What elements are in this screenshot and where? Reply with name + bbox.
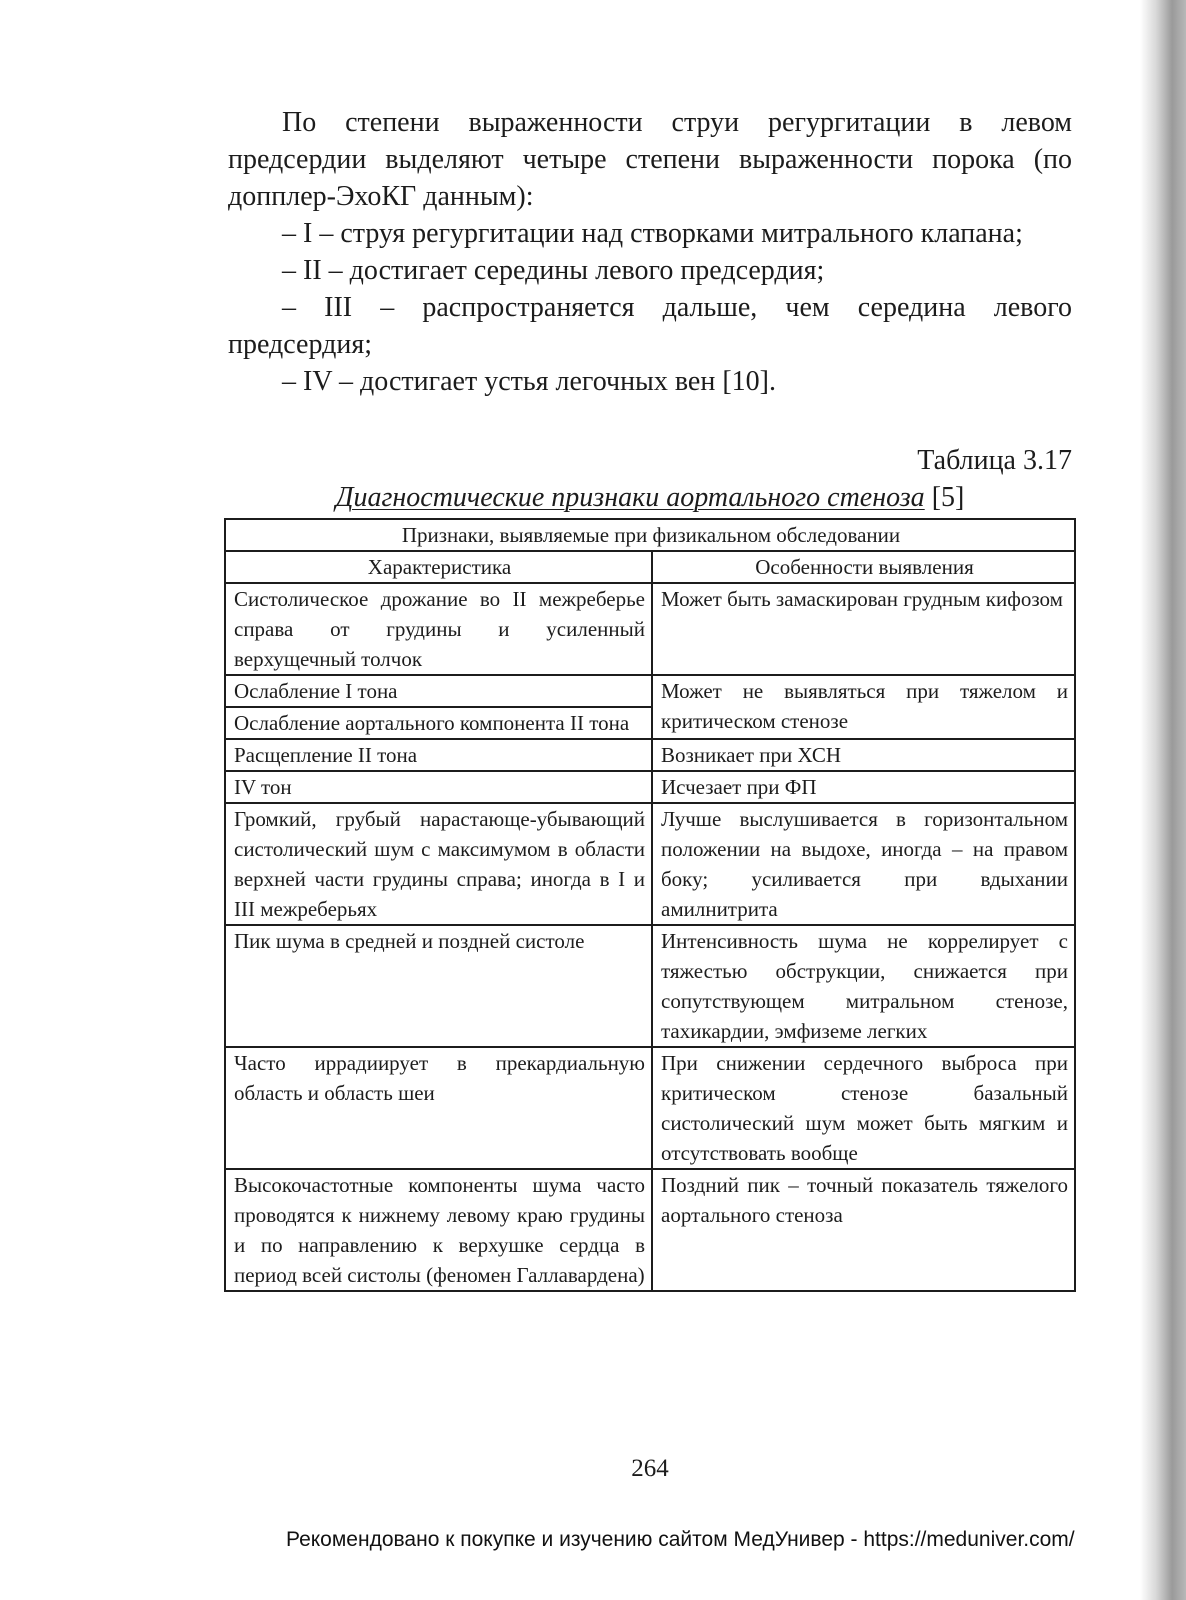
table-cell: Может быть замаскирован грудным кифозом bbox=[652, 583, 1075, 675]
table-cell: IV тон bbox=[225, 771, 652, 803]
list-item: – IV – достигает устья легочных вен [10]. bbox=[282, 366, 776, 397]
table-section-header: Признаки, выявляемые при физикальном обследовании bbox=[225, 519, 1075, 551]
table-row bbox=[225, 1047, 1075, 1169]
table-title-text: Диагностические признаки аортального стеноза bbox=[335, 482, 925, 513]
table-title bbox=[228, 482, 1072, 514]
table-row bbox=[225, 675, 1075, 707]
table-cell: Может не выявляться при тяжелом и критическом стенозе bbox=[652, 675, 1075, 739]
table-cell: При снижении сердечного выброса при критическом стенозе базальный систолический шум может быть мягким и отсутствовать вообще bbox=[652, 1047, 1075, 1169]
table-cell: Ослабление I тона bbox=[225, 675, 652, 707]
list-item: – II – достигает середины левого предсердия; bbox=[282, 255, 825, 286]
column-header-features: Особенности выявления bbox=[652, 551, 1075, 583]
page-number: 264 bbox=[631, 1455, 669, 1482]
table-row bbox=[225, 803, 1075, 925]
table-cell: Лучше выслушивается в горизонтальном положении на выдохе, иногда – на правом боку; усиливается при вдыхании амилнитрита bbox=[652, 803, 1075, 925]
data-table bbox=[224, 518, 1076, 1292]
table-title-ref: [5] bbox=[924, 482, 965, 513]
table-number: Таблица 3.17 bbox=[917, 445, 1072, 476]
intro-paragraph: По степени выраженности струи регургитации в левом предсердии выделяют четыре степени выраженности порока (по допплер-ЭхоКГ данным): bbox=[228, 107, 1072, 212]
body-text bbox=[228, 104, 1072, 400]
table-cell: Поздний пик – точный показатель тяжелого аортального стеноза bbox=[652, 1169, 1075, 1291]
table-cell: Пик шума в средней и поздней систоле bbox=[225, 925, 652, 1047]
table-row bbox=[225, 1169, 1075, 1291]
table-row bbox=[225, 771, 1075, 803]
table-cell: Интенсивность шума не коррелирует с тяжестью обструкции, снижается при сопутствующем митральном стенозе, тахикардии, эмфиземе легких bbox=[652, 925, 1075, 1047]
table-cell: Ослабление аортального компонента II тона bbox=[225, 707, 652, 739]
list-item: – I – струя регургитации над створками митрального клапана; bbox=[282, 218, 1023, 249]
footer-recommendation: Рекомендовано к покупке и изучению сайтом МедУнивер - https://meduniver.com/ bbox=[286, 1528, 1075, 1551]
column-header-characteristic: Характеристика bbox=[225, 551, 652, 583]
page-edge-shadow bbox=[1140, 0, 1186, 1600]
table-cell: Высокочастотные компоненты шума часто проводятся к нижнему левому краю грудины и по направлению к верхушке сердца в период всей систолы (феномен Галлавардена) bbox=[225, 1169, 652, 1291]
table-cell: Исчезает при ФП bbox=[652, 771, 1075, 803]
table-cell: Часто иррадиирует в прекардиальную область и область шеи bbox=[225, 1047, 652, 1169]
table-row bbox=[225, 925, 1075, 1047]
list-item: – III – распространяется дальше, чем середина левого предсердия; bbox=[228, 292, 1072, 360]
table-row bbox=[225, 739, 1075, 771]
table-cell: Громкий, грубый нарастающе-убывающий систолический шум с максимумом в области верхней части грудины справа; иногда в I и III межреберьях bbox=[225, 803, 652, 925]
table-cell: Систолическое дрожание во II межреберье справа от грудины и усиленный верхущечный толчок bbox=[225, 583, 652, 675]
table-cell: Возникает при ХСН bbox=[652, 739, 1075, 771]
table-cell: Расщепление II тона bbox=[225, 739, 652, 771]
table-row bbox=[225, 583, 1075, 675]
